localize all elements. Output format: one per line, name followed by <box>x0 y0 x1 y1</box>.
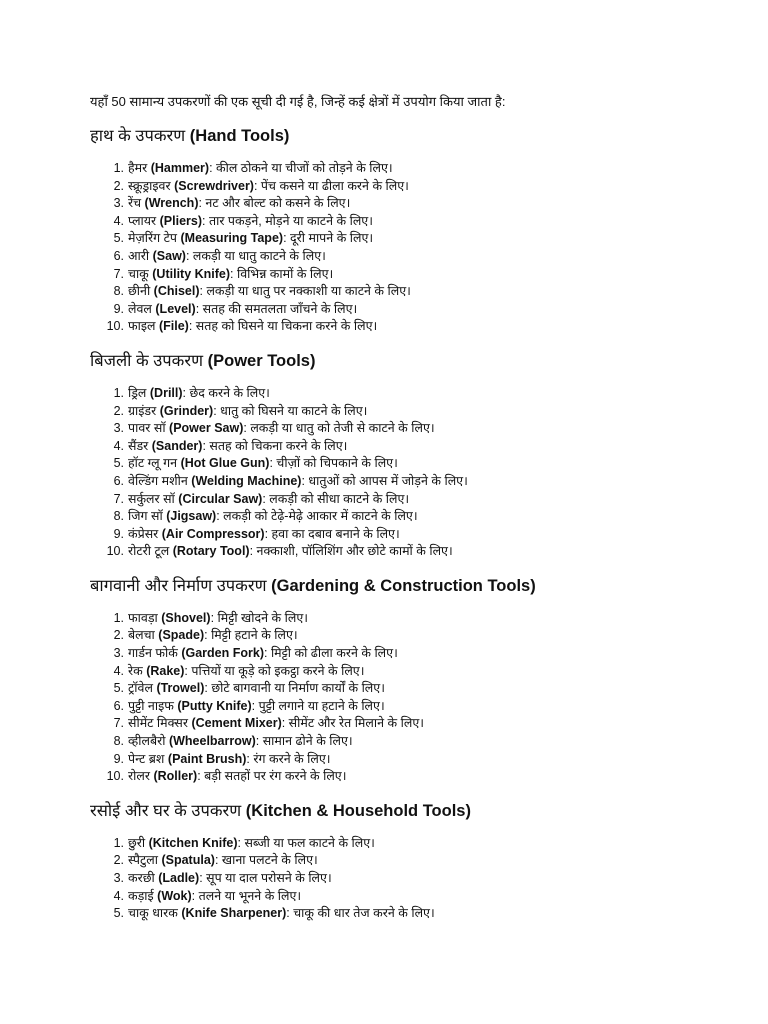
tool-description: : बड़ी सतहों पर रंग करने के लिए। <box>197 769 347 784</box>
tool-entry <box>128 160 393 178</box>
tool-name-english: (Spade) <box>158 628 205 643</box>
list-item <box>90 178 730 196</box>
tool-description: : लकड़ी या धातु काटने के लिए। <box>185 248 326 263</box>
tool-name-hindi: लेवल <box>128 301 152 316</box>
tool-name-hindi: स्पैटुला <box>128 853 158 868</box>
list-number: 5. <box>113 456 124 471</box>
tool-name-english: (Jigsaw) <box>166 509 217 524</box>
list-item <box>90 403 730 421</box>
list-item <box>90 438 730 456</box>
list-number: 8. <box>113 509 124 524</box>
tool-name-hindi: चाकू धारक <box>128 906 178 921</box>
tool-name-hindi: ग्राइंडर <box>128 403 157 418</box>
tool-description: : धातुओं को आपस में जोड़ने के लिए। <box>301 473 468 488</box>
tool-entry <box>128 888 301 906</box>
tool-description: : लकड़ी को टेढ़े-मेढ़े आकार में काटने के लिए। <box>216 509 418 524</box>
list-number: 4. <box>113 438 124 453</box>
section-title <box>90 350 730 372</box>
tool-name-english: (Circular Saw) <box>178 491 263 506</box>
tool-entry <box>128 403 367 421</box>
tool-list <box>90 160 730 336</box>
list-number: 1. <box>113 385 124 400</box>
list-number: 10. <box>106 769 124 784</box>
list-item <box>90 870 730 888</box>
list-number: 8. <box>113 284 124 299</box>
tool-description: : मिट्टी को ढीला करने के लिए। <box>264 646 398 661</box>
list-item <box>90 248 730 266</box>
tool-name-hindi: फाइल <box>128 319 156 334</box>
tool-description: : दूरी मापने के लिए। <box>283 231 374 246</box>
tool-entry <box>128 455 398 473</box>
list-number: 5. <box>113 231 124 246</box>
list-item <box>90 385 730 403</box>
tool-entry <box>128 610 308 628</box>
tool-description: : चीज़ों को चिपकाने के लिए। <box>269 456 398 471</box>
tool-entry <box>128 870 332 888</box>
tool-name-hindi: सीमेंट मिक्सर <box>128 716 188 731</box>
tool-name-english: (Hammer) <box>150 161 210 175</box>
list-number: 4. <box>113 888 124 903</box>
tool-name-hindi: गार्डन फोर्क <box>128 646 178 661</box>
list-number: 2. <box>113 628 124 643</box>
tool-name-english: (Chisel) <box>153 284 200 299</box>
tool-entry <box>128 283 411 301</box>
tool-name-english: (Rake) <box>146 663 185 678</box>
list-item <box>90 888 730 906</box>
sections-container <box>90 125 730 923</box>
tool-name-hindi: जिग सॉ <box>128 509 163 524</box>
tool-description: : पत्तियों या कूड़े को इकट्ठा करने के लिए। <box>184 663 365 678</box>
tool-description: : पेंच कसने या ढीला करने के लिए। <box>253 178 409 193</box>
tool-name-hindi: ड्रिल <box>128 385 147 400</box>
tool-name-english: (Wheelbarrow) <box>168 734 256 749</box>
tool-name-hindi: सर्कुलर सॉ <box>128 491 175 506</box>
list-item <box>90 610 730 628</box>
list-item <box>90 715 730 733</box>
list-item <box>90 266 730 284</box>
list-item <box>90 768 730 786</box>
tool-description: : लकड़ी या धातु को तेजी से काटने के लिए। <box>243 421 435 436</box>
list-item <box>90 213 730 231</box>
list-number: 1. <box>113 161 124 175</box>
section-title <box>90 800 730 822</box>
list-item <box>90 491 730 509</box>
tool-name-hindi: स्क्रूड्राइवर <box>128 178 171 193</box>
tool-description: : तलने या भूनने के लिए। <box>191 888 302 903</box>
list-item <box>90 230 730 248</box>
list-number: 7. <box>113 491 124 506</box>
tool-name-english: (Paint Brush) <box>167 751 247 766</box>
tool-entry <box>128 680 385 698</box>
list-number: 1. <box>113 835 124 850</box>
tool-entry <box>128 751 331 769</box>
list-number: 6. <box>113 473 124 488</box>
tool-name-english: (Spatula) <box>161 853 215 868</box>
tool-name-english: (Drill) <box>149 385 183 400</box>
list-number: 4. <box>113 213 124 228</box>
list-item <box>90 455 730 473</box>
section-title <box>90 575 730 597</box>
list-number: 9. <box>113 301 124 316</box>
tool-name-hindi: पुट्टी नाइफ <box>128 698 174 713</box>
tool-description: : रंग करने के लिए। <box>246 751 331 766</box>
tool-entry <box>128 852 318 870</box>
list-item <box>90 473 730 491</box>
tool-name-english: (Shovel) <box>161 610 211 625</box>
list-number: 10. <box>106 544 124 559</box>
tool-name-english: (Sander) <box>151 438 203 453</box>
list-item <box>90 508 730 526</box>
section-title-english: (Kitchen & Household Tools) <box>245 801 471 820</box>
list-item <box>90 543 730 561</box>
tool-name-hindi: पेन्ट ब्रश <box>128 751 165 766</box>
tool-name-hindi: हॉट ग्लू गन <box>128 456 178 471</box>
tool-description: : सतह को घिसने या चिकना करने के लिए। <box>188 319 378 334</box>
tool-name-hindi: वेल्डिंग मशीन <box>128 473 188 488</box>
tool-entry <box>128 248 326 266</box>
tool-entry <box>128 645 398 663</box>
tool-name-english: (Measuring Tape) <box>180 231 284 246</box>
tool-description: : सामान ढोने के लिए। <box>255 734 353 749</box>
list-number: 7. <box>113 716 124 731</box>
tool-name-hindi: करछी <box>128 871 155 885</box>
list-number: 5. <box>113 681 124 696</box>
tool-name-english: (Putty Knife) <box>177 698 252 713</box>
list-number: 3. <box>113 421 124 436</box>
list-number: 9. <box>113 751 124 766</box>
tool-name-hindi: ट्रॉवेल <box>128 681 153 696</box>
tool-name-english: (Knife Sharpener) <box>181 906 287 921</box>
tool-entry <box>128 266 333 284</box>
list-item <box>90 680 730 698</box>
tool-name-hindi: चाकू <box>128 266 149 281</box>
tool-list <box>90 385 730 561</box>
section-title <box>90 125 730 147</box>
list-number: 7. <box>113 266 124 281</box>
list-item <box>90 835 730 853</box>
tool-entry <box>128 473 468 491</box>
tool-entry <box>128 491 409 509</box>
tool-name-english: (Level) <box>155 301 196 316</box>
tool-name-hindi: रोलर <box>128 769 150 784</box>
tool-name-english: (Utility Knife) <box>152 266 231 281</box>
tool-description: : छेद करने के लिए। <box>182 385 270 400</box>
list-number: 2. <box>113 853 124 868</box>
tool-name-hindi: कंप्रेसर <box>128 526 159 541</box>
tool-list <box>90 835 730 923</box>
tool-entry <box>128 318 377 336</box>
list-item <box>90 195 730 213</box>
tool-entry <box>128 438 347 456</box>
list-number: 1. <box>113 610 124 625</box>
tool-name-english: (Trowel) <box>156 681 205 696</box>
list-item <box>90 751 730 769</box>
tool-entry <box>128 385 270 403</box>
section-title-hindi: बागवानी और निर्माण उपकरण <box>90 576 267 595</box>
list-item <box>90 627 730 645</box>
tool-entry <box>128 213 373 231</box>
tool-description: : पुट्टी लगाने या हटाने के लिए। <box>251 698 385 713</box>
list-item <box>90 318 730 336</box>
tool-description: : धातु को घिसने या काटने के लिए। <box>213 403 368 418</box>
tool-name-english: (Air Compressor) <box>161 526 265 541</box>
list-number: 6. <box>113 698 124 713</box>
tool-name-english: (Power Saw) <box>169 421 244 436</box>
tool-name-english: (Welding Machine) <box>191 473 302 488</box>
tool-name-english: (Pliers) <box>159 213 203 228</box>
tool-description: : विभिन्न कामों के लिए। <box>230 266 334 281</box>
tool-description: : सीमेंट और रेत मिलाने के लिए। <box>281 716 424 731</box>
tool-name-english: (Cement Mixer) <box>191 716 282 731</box>
tool-description: : तार पकड़ने, मोड़ने या काटने के लिए। <box>202 213 373 228</box>
tool-name-hindi: प्लायर <box>128 213 157 228</box>
tool-description: : छोटे बागवानी या निर्माण कार्यों के लिए। <box>204 681 385 696</box>
tool-name-hindi: सैंडर <box>128 438 149 453</box>
tool-entry <box>128 627 298 645</box>
tool-description: : सतह की समतलता जाँचने के लिए। <box>195 301 358 316</box>
tool-description: : सूप या दाल परोसने के लिए। <box>199 871 332 885</box>
tool-name-english: (Garden Fork) <box>181 646 264 661</box>
tool-entry <box>128 768 346 786</box>
tool-description: : कील ठोकने या चीजों को तोड़ने के लिए। <box>209 161 393 175</box>
list-number: 10. <box>106 319 124 334</box>
tool-name-hindi: रोटरी टूल <box>128 544 170 559</box>
tool-name-english: (Wok) <box>157 888 192 903</box>
section-title-hindi: रसोई और घर के उपकरण <box>90 801 242 820</box>
document-page <box>90 93 730 937</box>
tool-name-english: (File) <box>158 319 189 334</box>
tool-name-hindi: छुरी <box>128 835 146 850</box>
tool-name-hindi: हैमर <box>128 161 148 175</box>
list-number: 9. <box>113 526 124 541</box>
tool-name-hindi: रेंच <box>128 196 142 211</box>
tool-entry <box>128 301 357 319</box>
tool-description: : सब्जी या फल काटने के लिए। <box>237 835 375 850</box>
tool-description: : सतह को चिकना करने के लिए। <box>202 438 348 453</box>
tool-entry <box>128 698 385 716</box>
tool-name-english: (Hot Glue Gun) <box>180 456 270 471</box>
list-item <box>90 526 730 544</box>
list-number: 3. <box>113 196 124 211</box>
list-item <box>90 663 730 681</box>
tool-entry <box>128 420 435 438</box>
list-item <box>90 283 730 301</box>
tool-description: : नट और बोल्ट को कसने के लिए। <box>198 196 351 211</box>
tool-name-english: (Wrench) <box>144 196 199 211</box>
tool-description: : हवा का दबाव बनाने के लिए। <box>264 526 400 541</box>
tool-name-hindi: मेज़रिंग टेप <box>128 231 178 246</box>
list-number: 6. <box>113 248 124 263</box>
list-number: 2. <box>113 403 124 418</box>
tool-description: : लकड़ी को सीधा काटने के लिए। <box>262 491 410 506</box>
tool-name-english: (Rotary Tool) <box>172 544 250 559</box>
tool-name-hindi: बेलचा <box>128 628 155 643</box>
tool-name-english: (Roller) <box>153 769 198 784</box>
list-number: 3. <box>113 646 124 661</box>
section-title-english: (Power Tools) <box>207 351 316 370</box>
tool-name-hindi: रेक <box>128 663 143 678</box>
section-title-hindi: हाथ के उपकरण <box>90 127 186 145</box>
tool-entry <box>128 526 400 544</box>
tool-entry <box>128 835 375 853</box>
list-item <box>90 645 730 663</box>
list-number: 2. <box>113 178 124 193</box>
tool-name-english: (Kitchen Knife) <box>148 835 238 850</box>
tool-list <box>90 610 730 786</box>
tool-description: : नक्काशी, पॉलिशिंग और छोटे कामों के लिए। <box>249 544 453 559</box>
list-item <box>90 160 730 178</box>
tool-entry <box>128 663 364 681</box>
list-number: 5. <box>113 906 124 921</box>
intro-text: यहाँ 50 सामान्य उपकरणों की एक सूची दी गई है, जिन्हें कई क्षेत्रों में उपयोग किया जाता है: <box>90 94 506 109</box>
list-item <box>90 852 730 870</box>
tool-name-hindi: कड़ाई <box>128 888 154 903</box>
tool-name-hindi: छीनी <box>128 284 151 299</box>
tool-entry <box>128 543 453 561</box>
tool-name-english: (Grinder) <box>159 403 214 418</box>
tool-description: : मिट्टी खोदने के लिए। <box>210 610 308 625</box>
list-number: 4. <box>113 663 124 678</box>
tool-name-hindi: आरी <box>128 248 150 263</box>
tool-entry <box>128 715 424 733</box>
section-title-hindi: बिजली के उपकरण <box>90 351 204 370</box>
tool-description: : चाकू की धार तेज करने के लिए। <box>286 906 435 921</box>
list-item <box>90 698 730 716</box>
tool-name-english: (Screwdriver) <box>174 178 254 193</box>
section-title-english: (Hand Tools) <box>189 127 290 145</box>
tool-name-hindi: व्हीलबैरो <box>128 734 166 749</box>
tool-description: : लकड़ी या धातु पर नक्काशी या काटने के लिए। <box>199 284 411 299</box>
tool-entry <box>128 230 373 248</box>
list-item <box>90 301 730 319</box>
tool-description: : खाना पलटने के लिए। <box>214 853 318 868</box>
list-number: 8. <box>113 734 124 749</box>
section-title-english: (Gardening & Construction Tools) <box>271 576 536 595</box>
tool-description: : मिट्टी हटाने के लिए। <box>204 628 298 643</box>
tool-entry <box>128 178 409 196</box>
tool-name-english: (Ladle) <box>158 871 200 885</box>
list-item <box>90 733 730 751</box>
list-item <box>90 420 730 438</box>
tool-name-english: (Saw) <box>152 248 186 263</box>
tool-name-hindi: फावड़ा <box>128 610 158 625</box>
tool-name-hindi: पावर सॉ <box>128 421 166 436</box>
tool-entry <box>128 195 350 213</box>
tool-entry <box>128 508 418 526</box>
tool-entry <box>128 733 353 751</box>
tool-entry <box>128 905 435 923</box>
list-number: 3. <box>113 871 124 885</box>
list-item <box>90 905 730 923</box>
